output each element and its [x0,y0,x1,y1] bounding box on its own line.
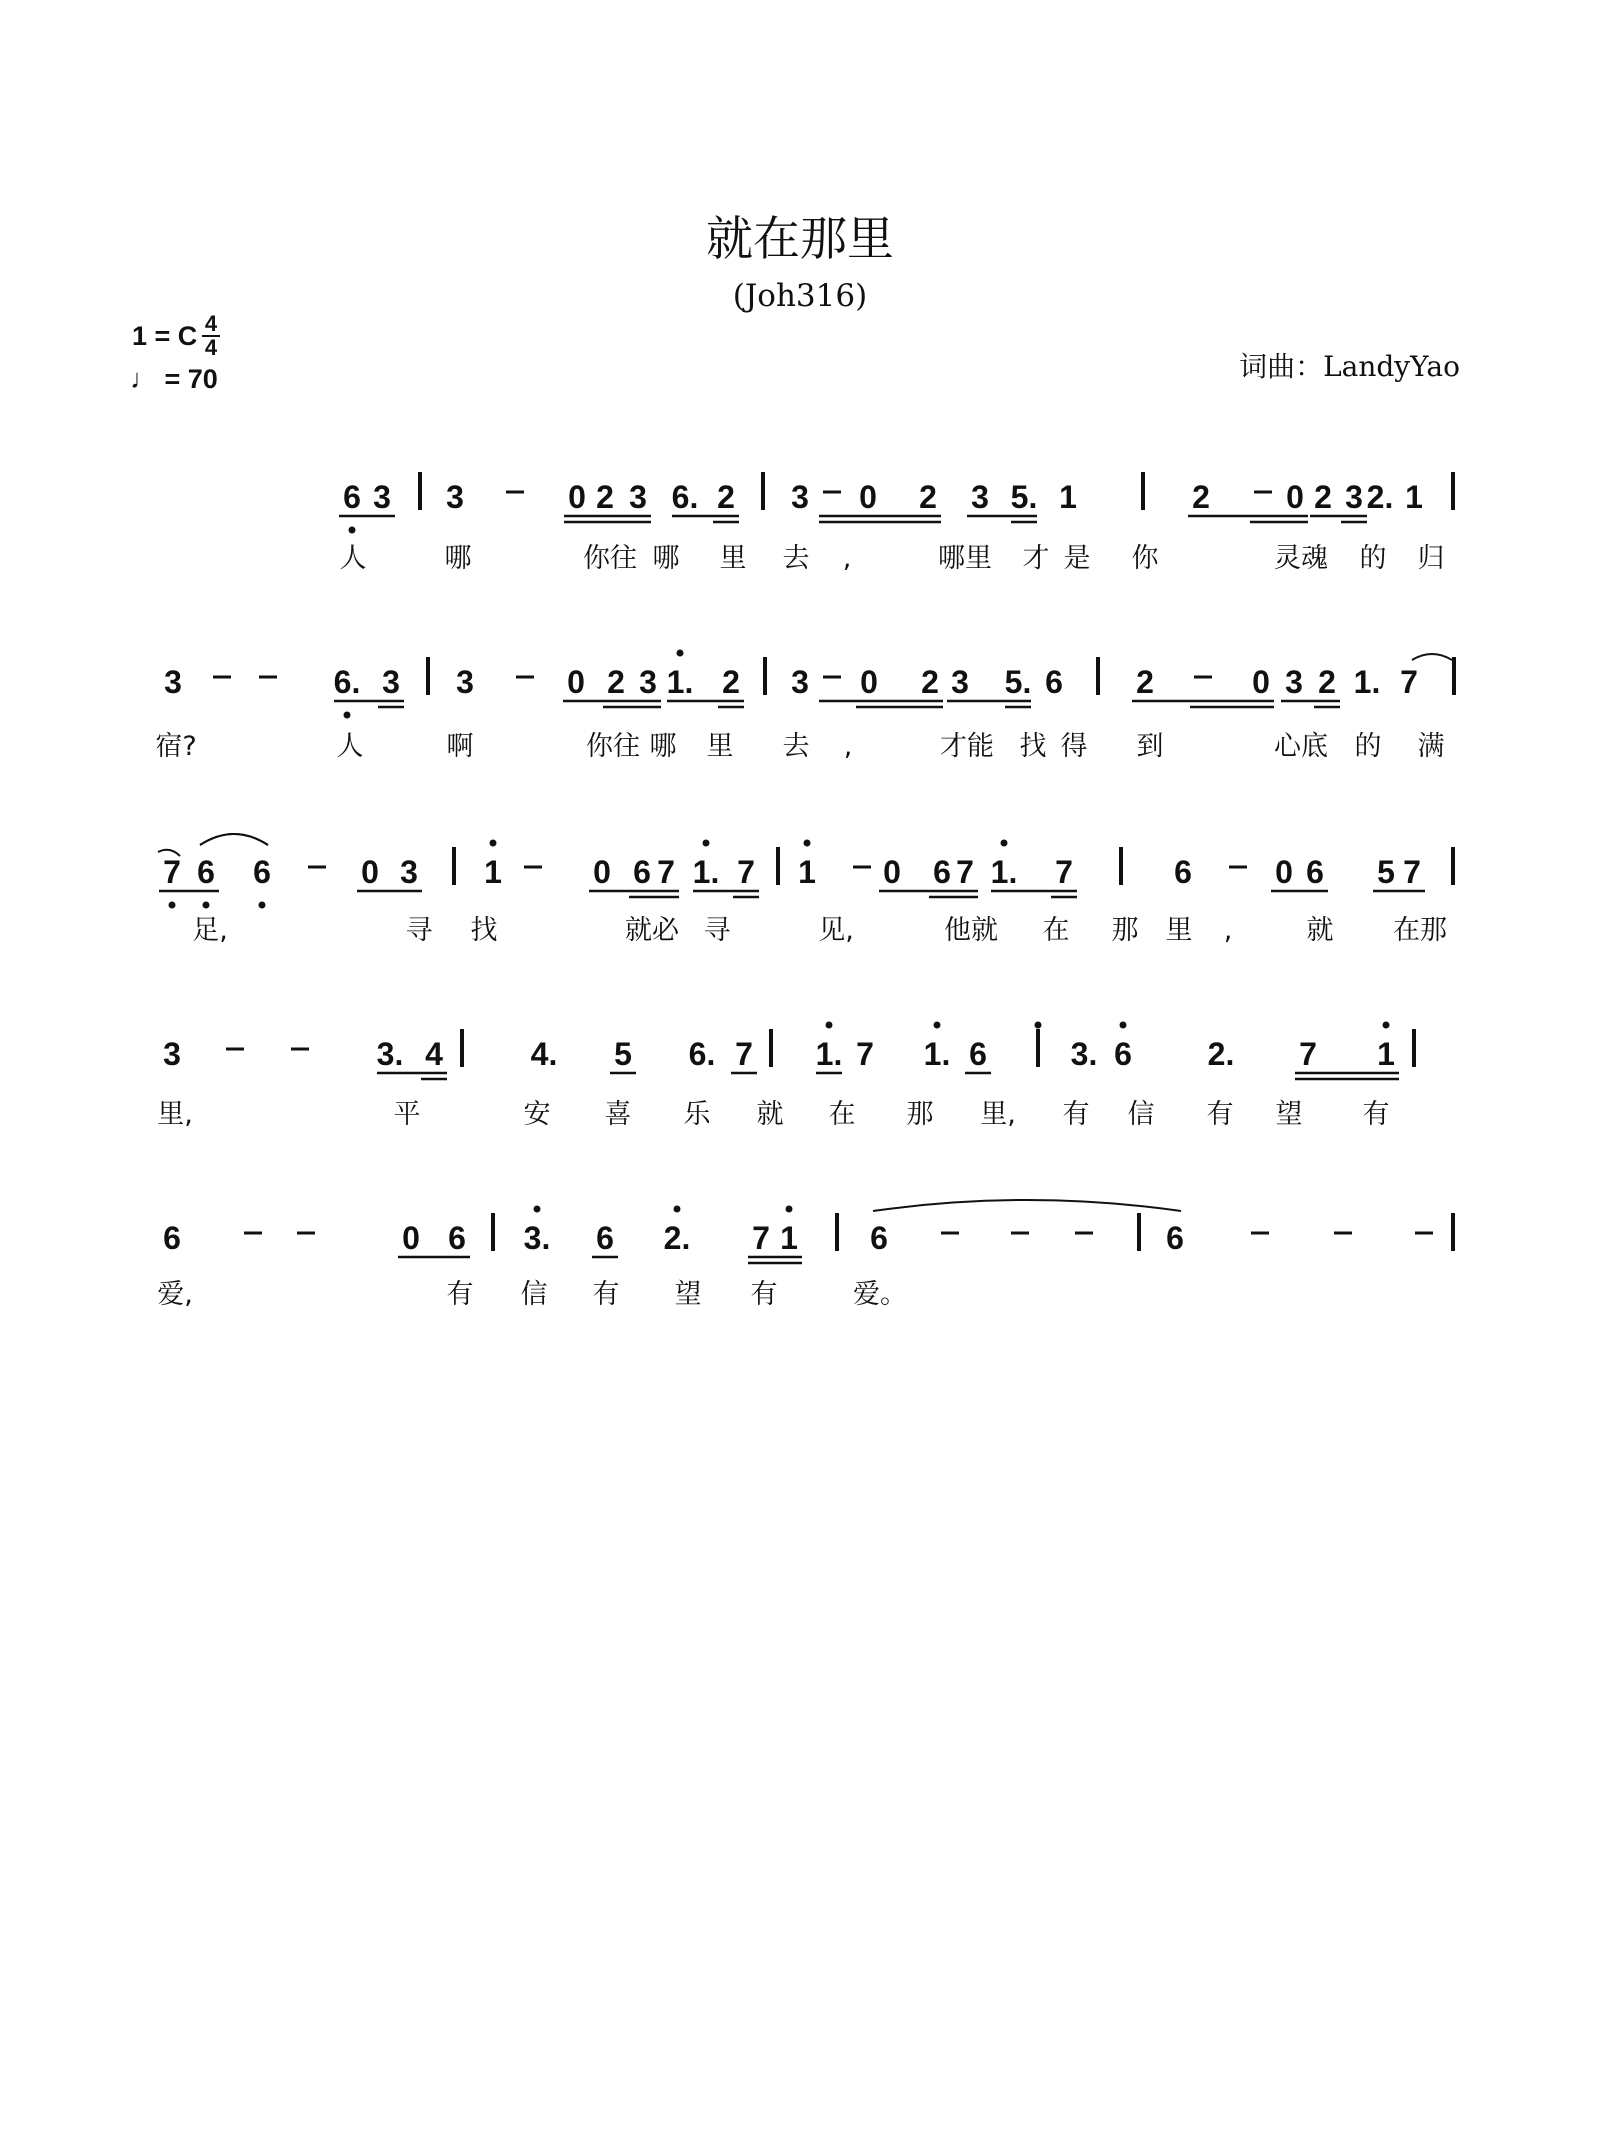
note: 6 [1306,854,1324,890]
lyric: , [842,543,852,574]
lyric: 找 [470,915,498,946]
note: 1. [1353,664,1381,700]
lyric: 有 [446,1279,474,1310]
note: 6 [1174,854,1192,890]
note: 3 [791,664,809,700]
note: 7 [163,854,181,890]
lyric: 的 [1359,543,1387,574]
lyric: 里, [980,1099,1016,1130]
note: 3 [164,664,182,700]
lyric: 宿? [155,731,197,762]
time-numerator: 4 [202,313,220,337]
note: 3 [1345,479,1363,515]
octave-dot-above [786,1206,793,1213]
note: 0 [593,854,611,890]
note: 6 [343,479,361,515]
note: 3. [1070,1036,1098,1072]
note: 6 [1045,664,1063,700]
time-denominator: 4 [204,335,218,360]
lyric: 在 [828,1099,856,1130]
note: 3 [791,479,809,515]
lyric: 有 [750,1279,778,1310]
tie-slur [200,834,268,845]
key-signature: 1 = C [132,321,198,351]
note: 7 [737,854,755,890]
lyric: 那 [906,1099,934,1130]
note: 2 [1192,479,1210,515]
note: 7 [1055,854,1073,890]
lyric: 哪 [649,731,677,762]
lyric: 足, [192,915,228,946]
note: 0 [1252,664,1270,700]
lyric: , [843,731,853,762]
note: 6 [933,854,951,890]
note: 6 [596,1220,614,1256]
note: 1. [815,1036,843,1072]
note: 2 [596,479,614,515]
note: 1 [798,854,816,890]
lyric: 哪 [444,543,472,574]
note: 3 [446,479,464,515]
note: 6. [333,664,361,700]
lyric: 人 [336,731,364,762]
note: 7 [956,854,974,890]
note: 1 [780,1220,798,1256]
lyric: 那 [1111,915,1139,946]
lyric: 是 [1063,543,1091,574]
note: 5 [614,1036,632,1072]
note: 7 [1299,1036,1317,1072]
note: 1 [1377,1036,1395,1072]
note: 0 [1286,479,1304,515]
octave-dot-below [259,902,266,909]
note: 6. [688,1036,716,1072]
lyric: 心底 [1274,731,1328,762]
note: 3 [951,664,969,700]
note: 7 [856,1036,874,1072]
note: 3 [373,479,391,515]
octave-dot-below [349,527,356,534]
note: 3 [382,664,400,700]
note: 3. [523,1220,551,1256]
note: 3 [629,479,647,515]
note: 7 [735,1036,753,1072]
octave-dot-above [703,840,710,847]
lyric: 去 [782,543,810,574]
octave-dot-below [344,712,351,719]
lyric: 才 [1022,543,1050,574]
octave-dot-above [1001,840,1008,847]
note: 2 [1318,664,1336,700]
note: 6 [253,854,271,890]
lyric: 啊 [446,731,474,762]
lyric: 喜 [604,1099,632,1130]
lyric: 望 [1275,1099,1303,1130]
note: 5. [1010,479,1038,515]
note: 6 [633,854,651,890]
note: 3. [376,1036,404,1072]
lyric: 你 [1131,543,1159,574]
lyric: 的 [1354,731,1382,762]
note: 6 [163,1220,181,1256]
lyric: 有 [1362,1099,1390,1130]
lyric: 才能 [940,731,994,762]
lyric: 乐 [683,1099,711,1130]
composer-credit: 词曲：LandyYao [1239,350,1460,383]
note: 0 [859,479,877,515]
note: 2 [1136,664,1154,700]
octave-dot-below [203,902,210,909]
note: 6 [870,1220,888,1256]
tie-slur [1412,654,1452,660]
octave-dot-below [169,902,176,909]
lyric: 见, [818,915,854,946]
note: 0 [1275,854,1293,890]
octave-dot-above [1120,1022,1127,1029]
note: 2 [1314,479,1332,515]
lyric: 里, [157,1099,193,1130]
note: 6 [1114,1036,1132,1072]
note: 2. [663,1220,691,1256]
lyric: 信 [520,1279,548,1310]
octave-dot-above [1035,1022,1042,1029]
lyric: 你往 [583,543,637,574]
lyric: 在那 [1393,915,1447,946]
note: 1. [990,854,1018,890]
lyric: 得 [1060,731,1088,762]
note: 2. [1207,1036,1235,1072]
note: 1 [1405,479,1423,515]
lyric: 去 [782,731,810,762]
lyric: , [1223,915,1233,946]
lyric: 信 [1127,1099,1155,1130]
lyric: 灵魂 [1274,543,1328,574]
octave-dot-above [1383,1022,1390,1029]
note: 7 [1400,664,1418,700]
note: 3 [163,1036,181,1072]
note: 6 [448,1220,466,1256]
note: 1. [666,664,694,700]
note: 0 [883,854,901,890]
lyric: 安 [523,1099,551,1130]
lyric: 在 [1042,915,1070,946]
lyric: 归 [1417,543,1445,574]
lyric: 哪里 [938,543,992,574]
note: 1 [1059,479,1077,515]
note: 4. [530,1036,558,1072]
lyric: 平 [393,1099,421,1130]
lyric: 就 [1306,915,1334,946]
note: 0 [402,1220,420,1256]
note: 2 [722,664,740,700]
octave-dot-above [826,1022,833,1029]
lyric: 有 [592,1279,620,1310]
lyric: 里 [1165,915,1193,946]
lyric: 里 [719,543,747,574]
octave-dot-above [677,650,684,657]
lyric: 找 [1019,731,1047,762]
lyric: 人 [339,543,367,574]
note: 7 [752,1220,770,1256]
note: 1 [484,854,502,890]
note: 6 [197,854,215,890]
lyric: 里 [706,731,734,762]
note: 2 [717,479,735,515]
lyric: 满 [1417,731,1445,762]
note: 4 [425,1036,443,1072]
note: 3 [639,664,657,700]
note: 3 [456,664,474,700]
lyric: 寻 [703,915,731,946]
lyric: 爱, [157,1279,193,1310]
note: 2 [921,664,939,700]
lyric: 寻 [405,915,433,946]
note: 6 [1166,1220,1184,1256]
song-subtitle: (Joh316) [732,278,868,314]
note: 0 [860,664,878,700]
note: 5. [1004,664,1032,700]
note: 0 [568,479,586,515]
lyric: 哪 [652,543,680,574]
octave-dot-above [534,1206,541,1213]
lyric: 到 [1136,731,1164,762]
tempo-marking: ♩ = 70 [130,364,218,394]
tie-slur [873,1200,1181,1211]
lyric: 爱。 [853,1279,907,1310]
octave-dot-above [674,1206,681,1213]
lyric: 望 [674,1279,702,1310]
octave-dot-above [934,1022,941,1029]
song-title: 就在那里 [706,212,894,267]
note: 1. [692,854,720,890]
note: 1. [923,1036,951,1072]
note: 6 [969,1036,987,1072]
note: 2 [607,664,625,700]
lyric: 你往 [586,731,640,762]
note: 2. [1366,479,1394,515]
lyric: 有 [1206,1099,1234,1130]
lyric: 有 [1062,1099,1090,1130]
lyric: 他就 [944,915,998,946]
note: 0 [567,664,585,700]
lyric: 就必 [625,915,679,946]
note: 7 [657,854,675,890]
octave-dot-above [490,840,497,847]
note: 3 [1285,664,1303,700]
note: 3 [400,854,418,890]
lyric: 就 [756,1099,784,1130]
note: 5 [1377,854,1395,890]
note: 6. [671,479,699,515]
note: 7 [1403,854,1421,890]
note: 2 [919,479,937,515]
note: 0 [361,854,379,890]
note: 3 [971,479,989,515]
octave-dot-above [804,840,811,847]
